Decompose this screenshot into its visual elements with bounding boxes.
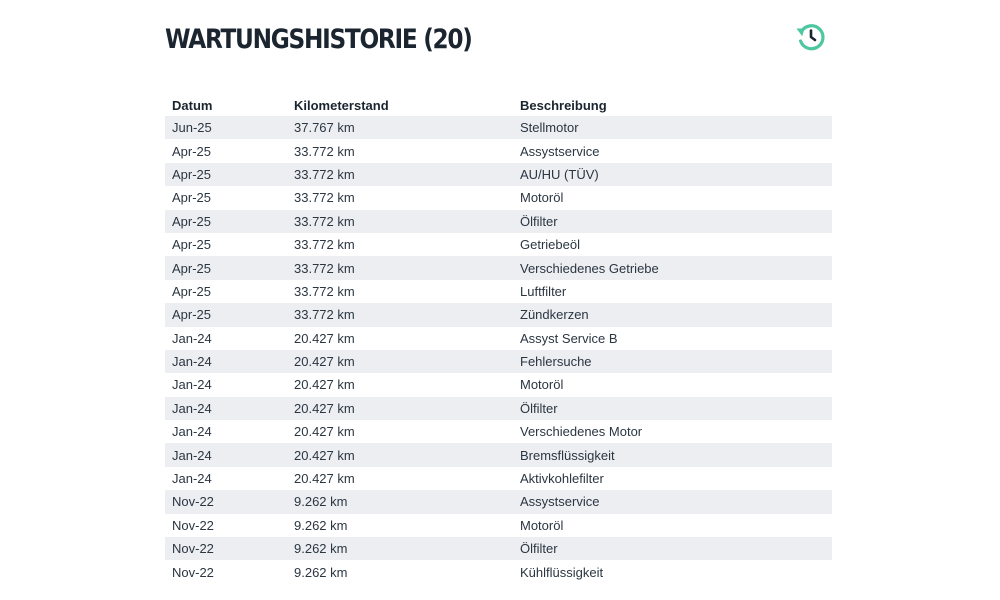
cell-mileage: 9.262 km xyxy=(294,564,348,580)
maintenance-history-table xyxy=(165,94,832,584)
cell-mileage: 20.427 km xyxy=(287,397,513,420)
table-row xyxy=(165,256,832,279)
table-row xyxy=(165,186,832,209)
cell-description: Aktivkohlefilter xyxy=(520,471,604,487)
table-row xyxy=(165,327,832,350)
cell-description: Stellmotor xyxy=(513,116,832,139)
cell-mileage: 20.427 km xyxy=(294,377,355,393)
cell-mileage: 33.772 km xyxy=(287,303,513,326)
cell-description: Kühlflüssigkeit xyxy=(520,564,604,580)
cell-mileage: 20.427 km xyxy=(287,350,513,373)
column-header-description: Beschreibung xyxy=(520,97,607,113)
cell-mileage: 20.427 km xyxy=(294,424,355,440)
cell-description: Motoröl xyxy=(520,517,564,533)
table-row xyxy=(165,420,832,443)
cell-description: Zündkerzen xyxy=(513,303,832,326)
table-row xyxy=(165,467,832,490)
cell-description: Getriebeöl xyxy=(520,237,580,253)
cell-description: Assystservice xyxy=(513,490,832,513)
maintenance-history-panel xyxy=(165,0,832,580)
cell-mileage: 9.262 km xyxy=(287,537,513,560)
table-row xyxy=(165,373,832,396)
cell-mileage: 33.772 km xyxy=(294,190,355,206)
table-header-row xyxy=(165,94,832,116)
cell-description: Fehlersuche xyxy=(513,350,832,373)
cell-mileage: 33.772 km xyxy=(294,143,355,159)
cell-mileage: 9.262 km xyxy=(287,490,513,513)
cell-mileage: 33.772 km xyxy=(287,256,513,279)
cell-description: Ölfilter xyxy=(513,397,832,420)
cell-date: Jan-24 xyxy=(165,397,287,420)
table-row xyxy=(165,116,832,139)
cell-mileage: 33.772 km xyxy=(287,210,513,233)
cell-date: Apr-25 xyxy=(165,256,287,279)
cell-date: Jan-24 xyxy=(172,330,212,346)
cell-date: Apr-25 xyxy=(172,237,212,253)
cell-description: AU/HU (TÜV) xyxy=(513,163,832,186)
table-row xyxy=(165,210,832,233)
table-row xyxy=(165,303,832,326)
cell-mileage: 9.262 km xyxy=(294,517,348,533)
history-clock-icon xyxy=(794,19,828,53)
history-button[interactable] xyxy=(794,19,828,53)
cell-mileage: 33.772 km xyxy=(294,237,355,253)
cell-description: Bremsflüssigkeit xyxy=(513,443,832,466)
cell-description: Motoröl xyxy=(520,377,564,393)
cell-date: Apr-25 xyxy=(172,190,212,206)
cell-mileage: 33.772 km xyxy=(294,283,355,299)
cell-date: Apr-25 xyxy=(172,143,212,159)
cell-date: Nov-22 xyxy=(165,490,287,513)
cell-description: Assystservice xyxy=(520,143,600,159)
column-header-mileage: Kilometerstand xyxy=(294,97,389,113)
cell-date: Nov-22 xyxy=(165,537,287,560)
table-body xyxy=(165,116,832,584)
cell-mileage: 20.427 km xyxy=(294,471,355,487)
cell-mileage: 20.427 km xyxy=(287,443,513,466)
table-row xyxy=(165,560,832,583)
cell-date: Apr-25 xyxy=(165,210,287,233)
cell-date: Apr-25 xyxy=(165,163,287,186)
cell-date: Nov-22 xyxy=(172,564,214,580)
cell-date: Jan-24 xyxy=(172,424,212,440)
cell-mileage: 37.767 km xyxy=(287,116,513,139)
cell-description: Verschiedenes Motor xyxy=(520,424,643,440)
cell-description: Luftfilter xyxy=(520,283,567,299)
table-row xyxy=(165,280,832,303)
cell-date: Jan-24 xyxy=(172,377,212,393)
table-row xyxy=(165,514,832,537)
cell-date: Jan-24 xyxy=(172,471,212,487)
cell-date: Jun-25 xyxy=(165,116,287,139)
cell-mileage: 20.427 km xyxy=(294,330,355,346)
cell-description: Assyst Service B xyxy=(520,330,618,346)
panel-header xyxy=(165,0,832,70)
table-row xyxy=(165,139,832,162)
table-row xyxy=(165,163,832,186)
cell-date: Jan-24 xyxy=(165,443,287,466)
cell-description: Verschiedenes Getriebe xyxy=(513,256,832,279)
table-row xyxy=(165,233,832,256)
table-row xyxy=(165,397,832,420)
table-row xyxy=(165,537,832,560)
cell-date: Nov-22 xyxy=(172,517,214,533)
table-row xyxy=(165,350,832,373)
cell-mileage: 33.772 km xyxy=(287,163,513,186)
cell-date: Jan-24 xyxy=(165,350,287,373)
cell-description: Motoröl xyxy=(520,190,564,206)
page-title: WARTUNGSHISTORIE (20) xyxy=(165,24,472,55)
cell-description: Ölfilter xyxy=(513,210,832,233)
table-row xyxy=(165,490,832,513)
table-row xyxy=(165,443,832,466)
cell-date: Apr-25 xyxy=(165,303,287,326)
column-header-date: Datum xyxy=(172,97,213,113)
cell-description: Ölfilter xyxy=(513,537,832,560)
cell-date: Apr-25 xyxy=(172,283,212,299)
